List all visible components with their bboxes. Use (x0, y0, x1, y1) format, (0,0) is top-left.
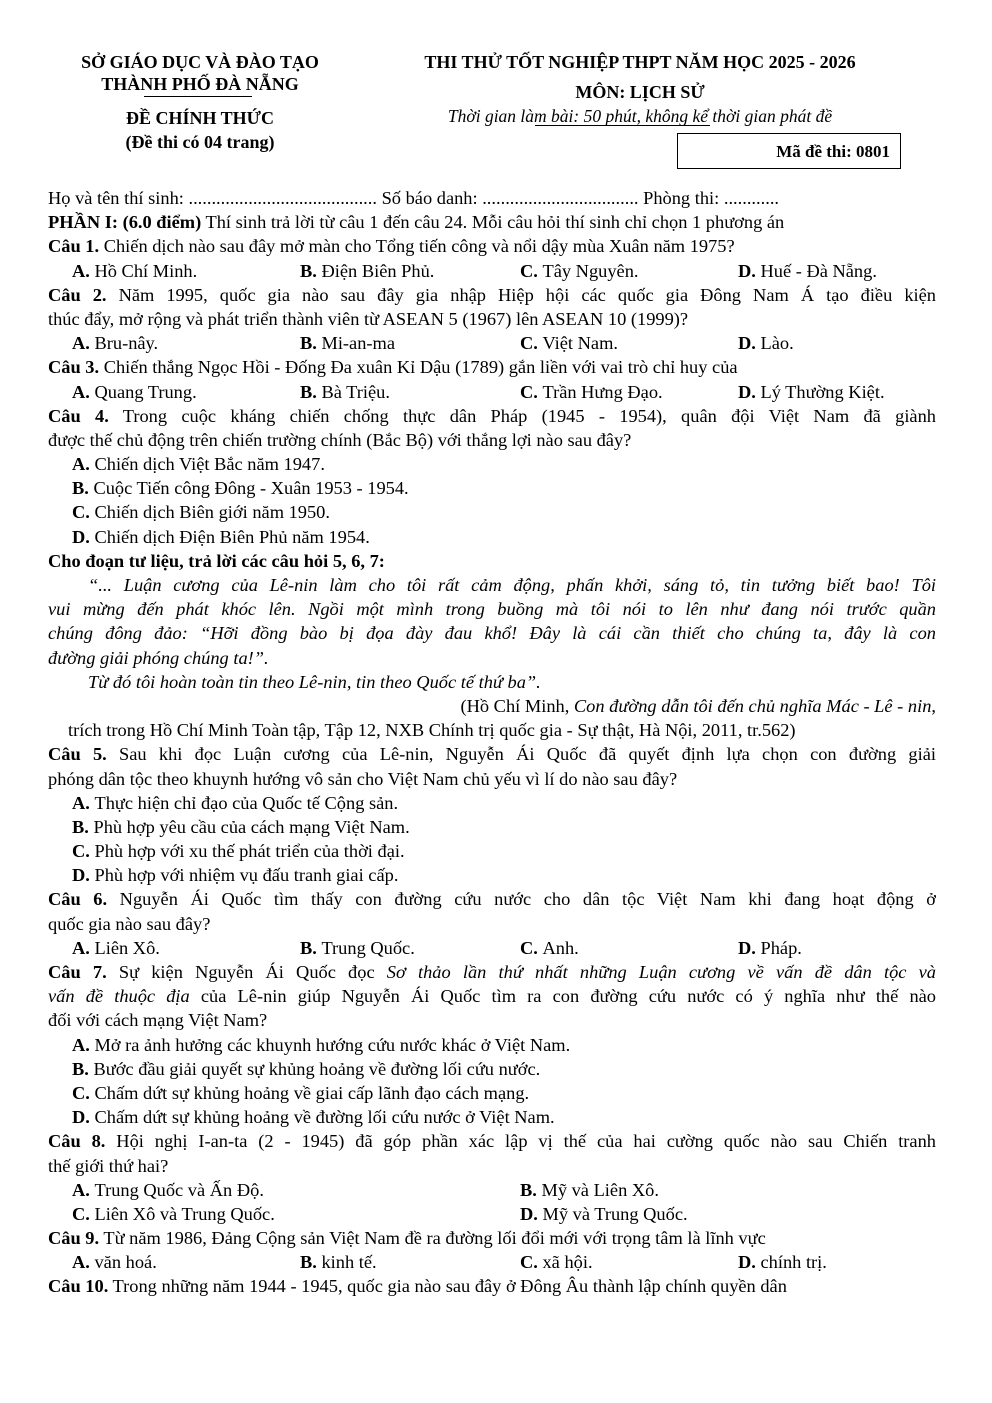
question-text: Trong những năm 1944 - 1945, quốc gia nào sau đây ở Đông Âu thành lập chính quyền dân (108, 1276, 787, 1297)
question-9 (48, 1226, 936, 1250)
option-d[interactable] (738, 936, 802, 960)
option-a[interactable] (48, 452, 936, 476)
option-c[interactable] (48, 500, 936, 524)
option-a[interactable] (48, 1033, 936, 1057)
question-number: Câu 9. (48, 1228, 100, 1249)
option-text: Bà Triệu. (321, 381, 390, 402)
option-c[interactable] (48, 1081, 936, 1105)
question-number: Câu 10. (48, 1276, 109, 1297)
option-d[interactable] (520, 1202, 688, 1226)
option-text: xã hội. (542, 1252, 593, 1273)
option-text: Chiến dịch Điện Biên Phủ năm 1954. (94, 526, 370, 547)
option-d[interactable] (48, 863, 936, 887)
option-label: C. (520, 1252, 543, 1273)
option-c[interactable] (520, 1250, 593, 1274)
option-text: Mi-an-ma (321, 333, 396, 354)
option-text: Trung Quốc. (321, 937, 415, 958)
option-a[interactable] (72, 331, 158, 355)
part1-text: Thí sinh trả lời từ câu 1 đến câu 24. Mỗi câu hỏi thí sinh chỉ chọn 1 phương án (201, 212, 785, 233)
option-d[interactable] (738, 331, 794, 355)
option-c[interactable] (48, 839, 936, 863)
question-text-cont: thúc đẩy, mở rộng và phát triển thành viên từ ASEAN 5 (1967) lên ASEAN 10 (1999)? (48, 308, 689, 329)
question-text: Trong cuộc kháng chiến chống thực dân Pháp (1945 - 1954), quân đội Việt Nam đã giành (108, 405, 936, 426)
option-text: Bước đầu giải quyết sự khủng hoảng về đường lối cứu nước. (93, 1058, 541, 1079)
option-text: Anh. (542, 937, 579, 958)
options-row (48, 1178, 936, 1202)
option-d[interactable] (738, 1250, 827, 1274)
subject-title: MÔN: LỊCH SỬ (575, 82, 705, 102)
option-text: Trần Hưng Đạo. (542, 381, 663, 402)
option-label: C. (520, 381, 543, 402)
option-text: văn hoá. (94, 1252, 157, 1273)
option-label: C. (72, 502, 95, 523)
question-7 (48, 960, 936, 984)
option-d[interactable] (738, 259, 877, 283)
option-label: A. (72, 792, 95, 813)
option-b[interactable] (48, 815, 936, 839)
option-label: A. (72, 1179, 95, 1200)
question-text: Sau khi đọc Luận cương của Lê-nin, Nguyễn Ái Quốc đã quyết định lựa chọn con đường giải (106, 744, 936, 765)
options-row (48, 1202, 936, 1226)
option-text: Liên Xô và Trung Quốc. (94, 1203, 275, 1224)
source-comma: , (931, 695, 936, 716)
option-text: Mỹ và Liên Xô. (541, 1179, 659, 1200)
options-row (48, 380, 936, 404)
option-label: A. (72, 1034, 95, 1055)
option-label: D. (738, 381, 761, 402)
option-text: Chiến dịch Biên giới năm 1950. (94, 502, 330, 523)
exam-content (48, 186, 936, 1299)
option-label: B. (300, 1252, 322, 1273)
option-text: Chiến dịch Việt Bắc năm 1947. (94, 454, 325, 475)
question-text-cont: thế giới thứ hai? (48, 1155, 169, 1176)
question-number: Câu 5. (48, 744, 107, 765)
options-row (48, 1250, 936, 1274)
option-text: Điện Biên Phủ. (321, 260, 435, 281)
question-text: của Lê-nin giúp Nguyễn Ái Quốc tìm ra con đường cứu nước có ý nghĩa như thế nào (189, 986, 936, 1007)
question-10 (48, 1274, 936, 1298)
question-number: Câu 1. (48, 236, 100, 257)
option-label: D. (72, 865, 95, 886)
document-title: Sơ thảo lần thứ nhất những Luận cương về vấn đề dân tộc và (386, 962, 936, 982)
question-number: Câu 6. (48, 889, 108, 910)
option-b[interactable] (300, 1250, 377, 1274)
options-row (48, 331, 936, 355)
question-6 (48, 887, 936, 911)
question-number: Câu 2. (48, 284, 107, 305)
source-author: (Hồ Chí Minh, (460, 695, 574, 716)
time-underline (535, 125, 710, 126)
option-text: Hồ Chí Minh. (94, 260, 198, 281)
option-label: D. (72, 526, 95, 547)
question-text-cont: quốc gia nào sau đây? (48, 913, 211, 934)
option-label: C. (520, 333, 543, 354)
question-number: Câu 7. (48, 962, 107, 982)
time-limit: Thời gian làm bài: 50 phút, không kể thời gian phát đề (447, 106, 833, 126)
question-text-cont (48, 984, 936, 1008)
passage-line: chúng đông đảo: “Hỡi đồng bào bị đọa đày đau khổ! Đây là cái cần thiết cho chúng ta, đây là con (48, 623, 936, 644)
option-label: A. (72, 454, 95, 475)
passage-intro (48, 549, 936, 573)
option-c[interactable] (72, 1202, 275, 1226)
option-a[interactable] (72, 1250, 157, 1274)
question-8 (48, 1129, 936, 1153)
question-2 (48, 283, 936, 307)
option-label: B. (300, 260, 322, 281)
part1-title: PHẦN I: (6.0 điểm) (48, 212, 202, 233)
option-c[interactable] (520, 331, 618, 355)
page-count: (Đề thi có 04 trang) (125, 132, 275, 152)
option-text: Phù hợp với xu thế phát triển của thời đại. (94, 841, 405, 862)
header-divider (144, 96, 252, 97)
exam-header (0, 46, 992, 176)
question-3 (48, 355, 936, 379)
city-name: THÀNH PHỐ ĐÀ NẴNG (101, 74, 299, 94)
passage-source (48, 694, 936, 718)
passage-line: “... Luận cương của Lê-nin làm cho tôi rất cảm động, phấn khởi, sáng tỏ, tin tưởng biết bao! Tôi (88, 575, 936, 595)
option-text: Quang Trung. (94, 381, 197, 402)
question-text: Hội nghị I-an-ta (2 - 1945) đã góp phần xác lập vị thế của hai cường quốc nào sau Chiến tranh (105, 1131, 936, 1152)
option-label: D. (738, 260, 761, 281)
exam-title: THI THỬ TỐT NGHIỆP THPT NĂM HỌC 2025 - 2026 (424, 52, 856, 72)
question-1 (48, 234, 936, 258)
question-text: Từ năm 1986, Đảng Cộng sản Việt Nam đề ra đường lối đổi mới với trọng tâm là lĩnh vực (99, 1228, 766, 1249)
option-d[interactable] (738, 380, 885, 404)
option-label: C. (72, 841, 95, 862)
passage-intro-text: Cho đoạn tư liệu, trả lời các câu hỏi 5, 6, 7: (48, 550, 385, 571)
option-text: Mỹ và Trung Quốc. (542, 1203, 688, 1224)
option-a[interactable] (48, 791, 936, 815)
question-4 (48, 404, 936, 428)
question-text: Năm 1995, quốc gia nào sau đây gia nhập Hiệp hội các quốc gia Đông Nam Á tạo điều kiện (106, 284, 936, 305)
option-label: D. (738, 937, 761, 958)
question-text: Chiến thắng Ngọc Hồi - Đống Đa xuân Kỉ Dậu (1789) gắn liền với vai trò chỉ huy của (99, 357, 738, 378)
option-text: kinh tế. (321, 1252, 377, 1273)
option-label: C. (520, 937, 543, 958)
passage-line: đường giải phóng chúng ta!”. (48, 647, 269, 668)
department-name: SỞ GIÁO DỤC VÀ ĐÀO TẠO (81, 52, 319, 72)
source-title: Con đường dẫn tôi đến chủ nghĩa Mác - Lê - nin (573, 695, 932, 716)
option-text: Liên Xô. (94, 937, 160, 958)
option-b[interactable] (300, 259, 434, 283)
options-row (48, 259, 936, 283)
question-text: Chiến dịch nào sau đây mở màn cho Tổng tiến công và nổi dậy mùa Xuân năm 1975? (99, 236, 735, 257)
option-a[interactable] (72, 380, 197, 404)
option-label: A. (72, 333, 95, 354)
option-text: Lào. (760, 333, 794, 354)
option-label: B. (300, 937, 322, 958)
question-text-cont: đối với cách mạng Việt Nam? (48, 1010, 268, 1031)
question-text: Sự kiện Nguyễn Ái Quốc đọc (106, 962, 387, 982)
option-label: B. (300, 381, 322, 402)
option-b[interactable] (48, 476, 936, 500)
option-label: A. (72, 1252, 95, 1273)
option-label: D. (72, 1107, 95, 1128)
passage-line: vui mừng đến phát khóc lên. Ngồi một mình trong buồng mà tôi nói to lên như đang nói trước quần (48, 599, 936, 620)
option-a[interactable] (72, 259, 197, 283)
question-number: Câu 4. (48, 405, 109, 426)
option-label: D. (738, 1252, 761, 1273)
option-b[interactable] (520, 1178, 659, 1202)
document-title-cont: vấn đề thuộc địa (48, 986, 190, 1007)
option-c[interactable] (520, 936, 579, 960)
option-text: Pháp. (760, 937, 802, 958)
option-text: Trung Quốc và Ấn Độ. (94, 1179, 264, 1200)
question-text-cont: được thế chủ động trên chiến trường chính (Bắc Bộ) với thắng lợi nào sau đây? (48, 429, 632, 450)
passage-citation: trích trong Hồ Chí Minh Toàn tập, Tập 12, NXB Chính trị quốc gia - Sự thật, Hà Nội, 2011, tr.562) (68, 720, 796, 741)
option-text: Phù hợp yêu cầu của cách mạng Việt Nam. (93, 816, 410, 837)
option-d[interactable] (48, 525, 936, 549)
option-label: D. (520, 1203, 543, 1224)
passage-line: Từ đó tôi hoàn toàn tin theo Lê-nin, tin theo Quốc tế thứ ba”. (88, 671, 541, 692)
option-label: B. (300, 333, 322, 354)
question-5 (48, 742, 936, 766)
option-label: C. (72, 1203, 95, 1224)
option-b[interactable] (48, 1057, 936, 1081)
option-text: Cuộc Tiến công Đông - Xuân 1953 - 1954. (93, 478, 409, 499)
option-text: Mở ra ảnh hưởng các khuynh hướng cứu nước khác ở Việt Nam. (94, 1034, 571, 1055)
option-label: B. (72, 1058, 94, 1079)
option-text: Phù hợp với nhiệm vụ đấu tranh giai cấp. (94, 865, 399, 886)
option-c[interactable] (520, 380, 663, 404)
option-text: Bru-nây. (94, 333, 159, 354)
option-b[interactable] (300, 936, 415, 960)
option-label: B. (520, 1179, 542, 1200)
option-d[interactable] (48, 1105, 936, 1129)
option-c[interactable] (520, 259, 639, 283)
option-label: B. (72, 816, 94, 837)
options-row (48, 936, 936, 960)
question-number: Câu 3. (48, 357, 100, 378)
option-text: Huế - Đà Nẵng. (760, 260, 877, 281)
option-text: Thực hiện chỉ đạo của Quốc tế Cộng sản. (94, 792, 399, 813)
option-label: A. (72, 381, 95, 402)
option-text: Lý Thường Kiệt. (760, 381, 885, 402)
option-a[interactable] (72, 1178, 264, 1202)
option-label: A. (72, 937, 95, 958)
option-text: Chấm dứt sự khủng hoảng về đường lối cứu nước ở Việt Nam. (94, 1107, 555, 1128)
option-label: A. (72, 260, 95, 281)
question-number: Câu 8. (48, 1131, 106, 1152)
exam-code-box: Mã đề thi: 0801 (677, 133, 901, 169)
option-label: C. (72, 1082, 95, 1103)
part1-instruction (48, 210, 936, 234)
option-b[interactable] (300, 380, 390, 404)
option-a[interactable] (72, 936, 160, 960)
option-label: B. (72, 478, 94, 499)
option-label: D. (738, 333, 761, 354)
option-text: Tây Nguyên. (542, 260, 639, 281)
candidate-info-line: Họ và tên thí sinh: ......................................... Số báo danh: .................................. Phòng thi: ............ (48, 188, 780, 208)
option-text: chính trị. (760, 1252, 827, 1273)
official-label: ĐỀ CHÍNH THỨC (125, 108, 275, 128)
option-text: Việt Nam. (542, 333, 618, 354)
option-label: C. (520, 260, 543, 281)
option-text: Chấm dứt sự khủng hoảng về giai cấp lãnh đạo cách mạng. (94, 1082, 530, 1103)
option-b[interactable] (300, 331, 395, 355)
question-text: Nguyễn Ái Quốc tìm thấy con đường cứu nước cho dân tộc Việt Nam khi đang hoạt động ở (107, 889, 936, 910)
question-text-cont: phóng dân tộc theo khuynh hướng vô sản cho Việt Nam chủ yếu vì lí do nào sau đây? (48, 768, 678, 789)
